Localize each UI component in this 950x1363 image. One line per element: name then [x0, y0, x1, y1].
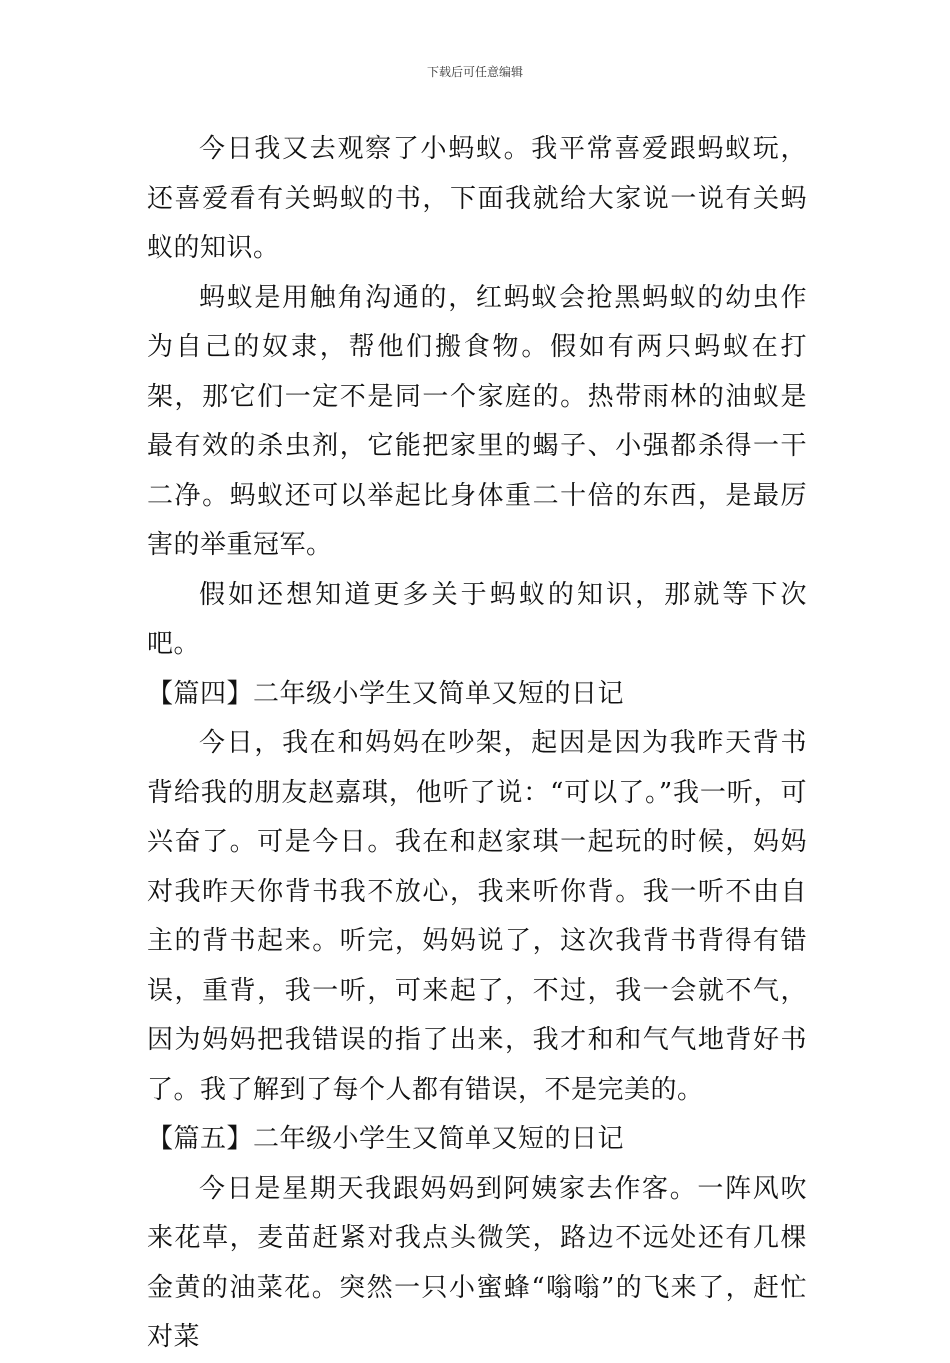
paragraph-ant-facts: 蚂蚁是用触角沟通的，红蚂蚁会抢黑蚂蚁的幼虫作为自己的奴隶，帮他们搬食物。假如有两只蚂蚁在打架，那它们一定不是同一个家庭的。热带雨林的油蚁是最有效的杀虫剂，它能把家里的蝎子、小强都杀得一干二净。蚂蚁还可以举起比身体重二十倍的东西，是最厉害的举重冠军。 [147, 282, 807, 560]
paragraph-reciting-story: 今日，我在和妈妈在吵架，起因是因为我昨天背书背给我的朋友赵嘉琪，他听了说：“可以了。”我一听，可兴奋了。可是今日。我在和赵家琪一起玩的时候，妈妈对我昨天你背书我不放心，我来听你背。我一听不由自主的背书起来。听完，妈妈说了，这次我背书背得有错误，重背，我一听，可来起了，不过，我一会就不气，因为妈妈把我错误的指了出来，我才和和气气地背好书了。我了解到了每个人都有错误，不是完美的。 [147, 728, 807, 1105]
page-header-note: 下载后可任意编辑 [426, 65, 523, 79]
paragraph-ant-observation: 今日我又去观察了小蚂蚁。我平常喜爱跟蚂蚁玩，还喜爱看有关蚂蚁的书，下面我就给大家说一说有关蚂蚁的知识。 [147, 134, 807, 263]
section-heading-part-five: 【篇五】二年级小学生又简单又短的日记 [147, 1124, 625, 1154]
document-body [147, 125, 807, 1363]
paragraph-ant-closing: 假如还想知道更多关于蚂蚁的知识，那就等下次吧。 [147, 579, 807, 659]
paragraph-visit-story: 今日是星期天我跟妈妈到阿姨家去作客。一阵风吹来花草，麦苗赶紧对我点头微笑，路边不远处还有几棵金黄的油菜花。突然一只小蜜蜂“嗡嗡”的飞来了，赶忙对菜 [147, 1173, 807, 1352]
section-heading-part-four: 【篇四】二年级小学生又简单又短的日记 [147, 678, 625, 709]
